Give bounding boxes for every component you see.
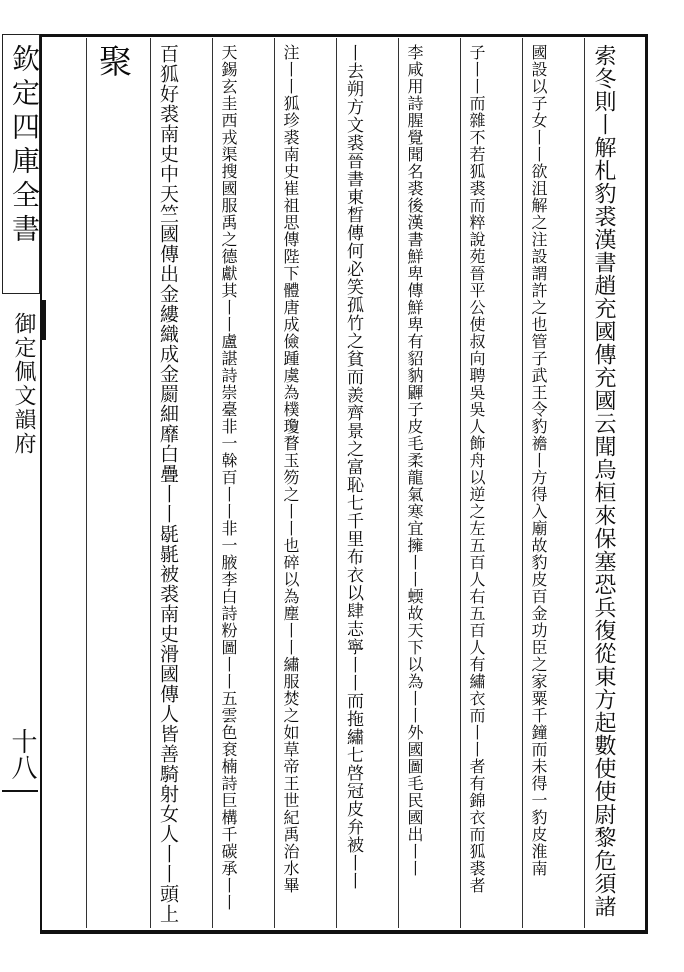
- text-column-9: 聚: [94, 44, 133, 78]
- folio-rule: [2, 790, 38, 792]
- column-divider: [336, 38, 337, 928]
- text-column-3: 子丨丨而雜不若狐裘而粹說苑晉平公使叔向聘吳吳人飾舟以逆之左五百人右五百人有繡衣而丨丨者有錦衣而狐裘者: [467, 44, 486, 894]
- text-column-6: 注丨丨狐珍裘南史崔祖思傳陛下體唐成儉踵虞為樸瓊瞀玉笏之丨丨也碎以為塵丨丨繡服焚之如草帝王世紀禹治水畢: [281, 44, 300, 894]
- text-column-8: 百狐好裘南史中天竺國傳出金縷織成金罽細靡白疊丨丨毼毾被裘南史滑國傳人皆善騎射女人丨丨頭上: [157, 44, 179, 924]
- column-divider: [460, 38, 461, 928]
- right-border: [645, 34, 648, 934]
- bottom-border: [40, 930, 647, 934]
- book-title: 欽定四庫全書: [8, 44, 41, 248]
- folio-number: 十八: [7, 728, 37, 780]
- text-column-5: 丨去朔方文裘晉書東晳傳何必笑孤竹之貧而羨齊景之富恥七千里布衣以肆志寧丨丨而拖繡七啓冠皮弁被丨丨: [343, 44, 363, 890]
- fishtail-mark: [40, 300, 46, 340]
- text-column-1: 索冬則丨解札豹裘漢書趙充國傳充國云聞烏桓來保塞恐兵復從東方起數使使尉黎危須諸: [591, 44, 616, 918]
- text-column-4: 李咸用詩腥覺聞名裘後漢書鮮卑傳鮮卑有貂豽鼲子皮毛柔龍氣寒宜擁丨丨蝡故天下以為丨丨外國圖毛民國出丨丨: [405, 44, 424, 877]
- column-divider: [212, 38, 213, 928]
- book-subtitle: 御定佩文韻府: [11, 312, 36, 456]
- column-divider: [274, 38, 275, 928]
- column-divider: [150, 38, 151, 928]
- column-divider: [86, 38, 87, 928]
- text-column-7: 天錫玄圭西戎渠搜國服禹之德獻其丨丨盧諶詩崇臺非一榦百丨丨非一腋李白詩粉圖丨丨五雲色袞楠詩巨構千碳承丨丨: [219, 44, 238, 911]
- text-column-2: 國設以子女丨丨欲沮解之注設謂許之也管子武王令豹襜丨方得入廟故豹皮百金功臣之家粟千鐘而未得一豹皮淮南: [529, 44, 548, 877]
- column-divider: [398, 38, 399, 928]
- column-divider: [584, 38, 585, 928]
- top-border: [40, 34, 647, 37]
- column-divider: [522, 38, 523, 928]
